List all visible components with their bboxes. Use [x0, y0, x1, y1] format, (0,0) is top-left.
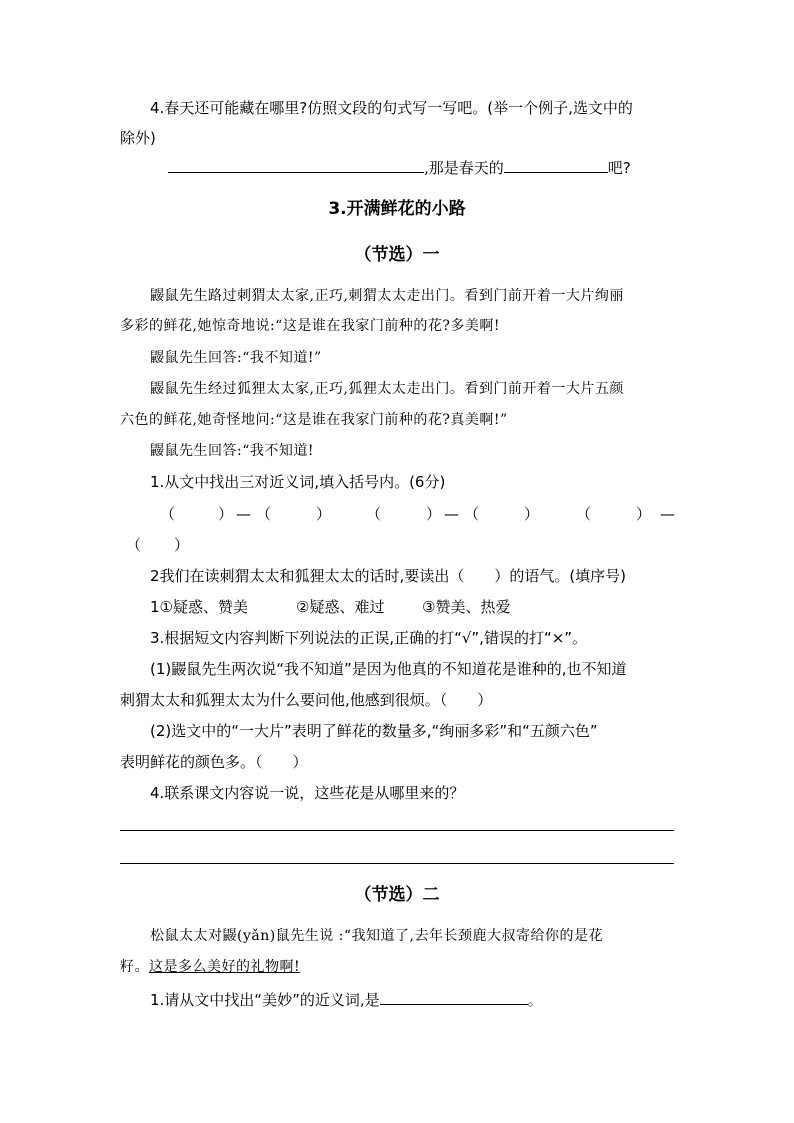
option-3: ③赞美、热爱	[422, 598, 511, 616]
passage-line: 松鼠太太对鼹(yǎn)鼠先生说 :“我知道了,去年长颈鹿大叔寄给你的是花	[150, 928, 603, 944]
question-3: 3.根据短文内容判断下列说法的正误,正确的打“√”,错误的打“×”。	[150, 629, 588, 647]
passage-line: 鼹鼠先生回答:“我不知道!”	[150, 350, 322, 366]
question-3-item-1-line-2: 刺猬太太和狐狸太太为什么要问他,他感到很烦。（ ）	[120, 691, 493, 709]
passage-line: 鼹鼠先生路过刺猬太太家,正巧,刺猬太太走出门。看到门前开着一大片绚丽	[150, 288, 624, 304]
underlined-sentence: 这是多么美好的礼物啊!	[149, 959, 301, 975]
question-1: 1.从文中找出三对近义词,填入括号内。(6分)	[150, 473, 446, 491]
paren-close: ）	[426, 505, 442, 523]
passage-line: 鼹鼠先生回答:“我不知道!	[150, 443, 314, 459]
question-3-item-1-line-1: (1)鼹鼠先生两次说“我不知道”是因为他真的不知道花是谁种的,也不知道	[150, 660, 627, 678]
dash: —	[444, 505, 459, 523]
answer-blank[interactable]	[380, 990, 528, 1005]
passage-line: 多彩的鲜花,她惊奇地说:“这是谁在我家门前种的花?多美啊!	[120, 318, 500, 334]
paren-close: ）	[636, 505, 652, 523]
paren-close: ）	[524, 505, 540, 523]
question-4-line-1: 4.春天还可能藏在哪里?仿照文段的句式写一写吧。(举一个例子,选文中的	[150, 99, 633, 117]
paren-open: （	[256, 505, 272, 523]
answer-blank[interactable]	[168, 158, 424, 173]
excerpt-1-title: （节选）一	[354, 245, 440, 265]
question-4-line-2: 除外)	[120, 129, 156, 147]
fill-text-end: 吧?	[607, 159, 631, 177]
question-3-item-2-line-2: 表明鲜花的颜色多。（ ）	[120, 753, 308, 771]
lesson-title: 3.开满鲜花的小路	[328, 199, 466, 219]
paren-open: （	[126, 536, 142, 554]
paren-open: （	[160, 505, 176, 523]
paren-close: ）	[218, 505, 234, 523]
paren-close: ）	[174, 536, 190, 554]
paren-open: （	[464, 505, 480, 523]
passage-line: 鼹鼠先生经过狐狸太太家,正巧,狐狸太太走出门。看到门前开着一大片五颜	[150, 381, 624, 397]
question-5	[150, 990, 543, 1010]
answer-blank[interactable]	[504, 158, 608, 173]
question-5-end: 。	[527, 991, 543, 1009]
question-2: 2我们在读刺猬太太和狐狸太太的话时,要读出（ ）的语气。(填序号)	[150, 567, 627, 585]
passage-text: 籽。	[120, 959, 149, 975]
option-1: 1①疑惑、赞美	[150, 598, 248, 616]
answer-line[interactable]	[120, 863, 674, 864]
passage-line: 六色的鲜花,她奇怪地问:“这是谁在我家门前种的花?真美啊!”	[120, 412, 508, 428]
option-2: ②疑惑、难过	[296, 598, 385, 616]
question-5-text: 1.请从文中找出“美妙”的近义词,是	[150, 991, 380, 1009]
paren-open: （	[576, 505, 592, 523]
question-4-fill-line	[168, 158, 631, 178]
passage-line	[120, 957, 300, 977]
paren-open: （	[366, 505, 382, 523]
question-3-item-2-line-1: (2)选文中的“一大片”表明了鲜花的数量多,“绚丽多彩”和“五颜六色”	[150, 722, 598, 740]
dash: —	[236, 505, 251, 523]
answer-line[interactable]	[120, 830, 674, 831]
paren-close: ）	[316, 505, 332, 523]
excerpt-2-title: （节选）二	[354, 885, 440, 905]
dash: —	[660, 505, 675, 523]
fill-text-middle: ,那是春天的	[424, 159, 504, 177]
question-4: 4.联系课文内容说一说，这些花是从哪里来的？	[150, 784, 465, 802]
